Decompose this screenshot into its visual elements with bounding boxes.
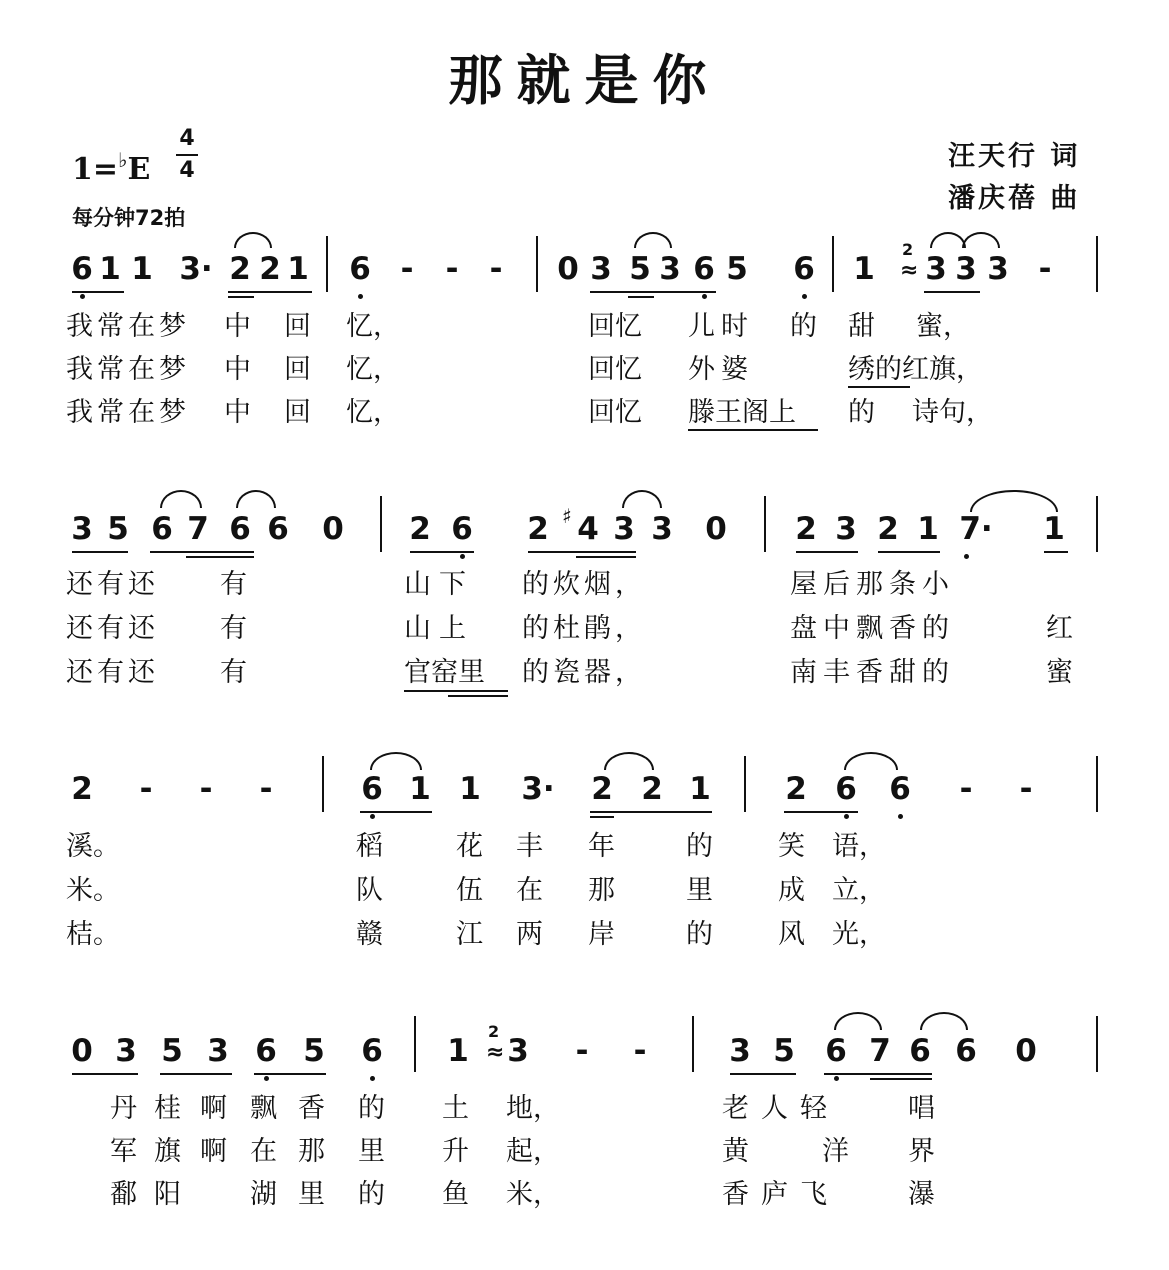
lyric: 忆，	[346, 311, 400, 342]
lyric: 米。	[66, 875, 120, 906]
lyric: 我常在梦	[66, 397, 190, 428]
lyric: 山下	[404, 569, 474, 600]
lyric: 我常在梦	[66, 354, 190, 385]
lyric: 洋	[822, 1136, 849, 1167]
dash: -	[959, 771, 973, 807]
note: 5	[629, 251, 651, 287]
lyric: 那	[588, 875, 615, 906]
note: 6	[361, 1033, 383, 1069]
lyric: 语，	[832, 831, 886, 862]
underline	[228, 291, 312, 293]
lyric: 中	[224, 354, 251, 385]
lyric: 在	[516, 875, 543, 906]
underline	[72, 291, 124, 293]
dash: -	[575, 1033, 589, 1069]
note: 2	[527, 511, 549, 547]
lyric: 中	[224, 397, 251, 428]
time-signature-top: 4	[179, 126, 195, 151]
lyric: 儿时	[688, 311, 754, 342]
low-octave-dot	[834, 1076, 839, 1081]
slur	[834, 1012, 882, 1030]
note: 0	[71, 1033, 93, 1069]
low-octave-dot	[370, 1076, 375, 1081]
lyric: 官窑里	[404, 657, 485, 688]
note: 1	[853, 251, 875, 287]
lyric: 有	[220, 613, 247, 644]
note: 0	[322, 511, 344, 547]
underline	[360, 811, 432, 813]
note: 2	[229, 251, 251, 287]
lyric: 盘中飘香的	[790, 613, 955, 644]
note: 6	[955, 1033, 977, 1069]
note: 3	[507, 1033, 529, 1069]
lyric: 丰	[516, 831, 543, 862]
note: 6	[693, 251, 715, 287]
barline	[414, 1016, 416, 1072]
low-octave-dot	[844, 814, 849, 819]
slur	[962, 232, 1000, 248]
key-signature	[72, 148, 150, 187]
dash: -	[1019, 771, 1033, 807]
lyric: 伍	[456, 875, 483, 906]
slur	[844, 752, 898, 770]
lyric: 稻	[356, 831, 383, 862]
lyric: 还有还	[66, 613, 159, 644]
note: 2	[259, 251, 281, 287]
note: 3·	[521, 771, 555, 807]
slur	[236, 490, 276, 508]
lyric: 湖	[250, 1179, 277, 1210]
note: 5	[303, 1033, 325, 1069]
lyricist-credit: 汪天行 词	[948, 141, 1081, 172]
note: 6	[889, 771, 911, 807]
note: 1	[1043, 511, 1065, 547]
note: 0	[705, 511, 727, 547]
dash: -	[199, 771, 213, 807]
lyric: 的	[790, 311, 817, 342]
lyric: 在	[250, 1136, 277, 1167]
note: 3	[71, 511, 93, 547]
underline	[254, 1073, 326, 1075]
lyric: 江	[456, 919, 483, 950]
barline	[744, 756, 746, 812]
lyric: 里	[686, 875, 713, 906]
dash: -	[259, 771, 273, 807]
low-octave-dot	[802, 294, 807, 299]
barline	[832, 236, 834, 292]
lyric: 成	[778, 875, 805, 906]
lyric: 立，	[832, 875, 886, 906]
lyric: 鄱	[110, 1179, 137, 1210]
underline	[784, 811, 858, 813]
barline	[536, 236, 538, 292]
underline	[404, 690, 508, 692]
lyric: 阳	[154, 1179, 181, 1210]
key-letter: E	[127, 152, 151, 187]
lyric: 鱼	[442, 1179, 469, 1210]
lyric: 还有还	[66, 657, 159, 688]
underline	[870, 1078, 932, 1080]
key-prefix: 1=	[72, 152, 119, 187]
low-octave-dot	[80, 294, 85, 299]
underline	[186, 556, 254, 558]
lyric: 外婆	[688, 354, 754, 385]
lyric: 界	[908, 1136, 935, 1167]
barline	[380, 496, 382, 552]
song-title: 那就是你	[448, 49, 721, 112]
underline	[72, 1073, 138, 1075]
lyric: 香	[298, 1093, 325, 1124]
barline	[764, 496, 766, 552]
lyric: 回	[284, 354, 311, 385]
lyric: 光，	[832, 919, 886, 950]
note: 2	[795, 511, 817, 547]
lyric: 回	[284, 397, 311, 428]
low-octave-dot	[964, 554, 969, 559]
lyric: 丹	[110, 1093, 137, 1124]
lyric: 笑	[778, 831, 805, 862]
note: 3	[925, 251, 947, 287]
note: 2	[409, 511, 431, 547]
dash: -	[489, 251, 503, 287]
lyric: 的杜鹃，	[522, 613, 646, 644]
note: 6	[71, 251, 93, 287]
note: 6	[825, 1033, 847, 1069]
lyric: 桔。	[66, 919, 120, 950]
dash: -	[400, 251, 414, 287]
lyric: 桂	[154, 1093, 181, 1124]
note: 1	[917, 511, 939, 547]
underline	[878, 551, 940, 553]
time-signature	[172, 126, 202, 184]
flat-sign: ♭	[118, 148, 128, 172]
slur	[920, 1012, 968, 1030]
barline	[1096, 496, 1098, 552]
underline	[924, 291, 980, 293]
lyric: 军	[110, 1136, 137, 1167]
note: 2	[785, 771, 807, 807]
lyric: 的	[358, 1179, 385, 1210]
underline	[72, 551, 128, 553]
note: 3	[987, 251, 1009, 287]
lyric: 的	[686, 919, 713, 950]
grace-note: 2	[902, 240, 914, 259]
lyric: 回忆	[588, 311, 642, 342]
barline	[1096, 1016, 1098, 1072]
lyric: 有	[220, 657, 247, 688]
slur	[604, 752, 654, 770]
low-octave-dot	[358, 294, 363, 299]
lyric: 唱	[908, 1093, 935, 1124]
note: 1	[459, 771, 481, 807]
note: 2	[641, 771, 663, 807]
note: 2	[591, 771, 613, 807]
note: 0	[557, 251, 579, 287]
note: 4	[577, 511, 599, 547]
barline	[322, 756, 324, 812]
note: 1	[447, 1033, 469, 1069]
slur	[622, 490, 662, 508]
note: 1	[99, 251, 121, 287]
lyric: 蜜	[1046, 657, 1073, 688]
note: 0	[1015, 1033, 1037, 1069]
lyric: 队	[356, 875, 383, 906]
lyric: 啊	[200, 1136, 227, 1167]
lyric: 忆，	[346, 354, 400, 385]
lyric: 屋后那条小	[790, 569, 955, 600]
underline	[576, 556, 636, 558]
low-octave-dot	[460, 554, 465, 559]
lyric: 溪。	[66, 831, 120, 862]
note: 2	[877, 511, 899, 547]
note: 6	[229, 511, 251, 547]
note: 3	[651, 511, 673, 547]
lyric: 里	[358, 1136, 385, 1167]
dash: -	[1038, 251, 1052, 287]
lyric: 的	[686, 831, 713, 862]
slur	[160, 490, 202, 508]
note: 3	[590, 251, 612, 287]
lyric: 南丰香甜的	[790, 657, 955, 688]
slur	[370, 752, 422, 770]
note: 6	[151, 511, 173, 547]
dash: -	[633, 1033, 647, 1069]
note: 3	[955, 251, 977, 287]
lyric: 有	[220, 569, 247, 600]
underline	[590, 816, 614, 818]
underline	[1044, 551, 1068, 553]
note: 3	[835, 511, 857, 547]
slur	[634, 232, 672, 248]
slur	[234, 232, 272, 248]
lyric: 红	[1046, 613, 1073, 644]
lyric: 回	[284, 311, 311, 342]
lyric: 岸	[588, 919, 615, 950]
underline	[228, 296, 254, 298]
note: 3·	[179, 251, 213, 287]
note: 5	[161, 1033, 183, 1069]
underline	[150, 551, 254, 553]
note: 6	[835, 771, 857, 807]
lyric: 赣	[356, 919, 383, 950]
lyric: 诗句，	[912, 397, 993, 428]
lyric: 风	[778, 919, 805, 950]
underline	[796, 551, 858, 553]
lyric: 升	[442, 1136, 469, 1167]
underline	[528, 551, 636, 553]
lyric: 甜	[848, 311, 875, 342]
note: 3	[659, 251, 681, 287]
note: 6	[793, 251, 815, 287]
barline	[326, 236, 328, 292]
lyric: 绣的红旗，	[848, 354, 983, 385]
lyric: 我常在梦	[66, 311, 190, 342]
note: 3	[207, 1033, 229, 1069]
lyric: 旗	[154, 1136, 181, 1167]
composer-credit: 潘庆蓓 曲	[948, 183, 1081, 214]
lyric: 年	[588, 831, 615, 862]
lyric: 花	[456, 831, 483, 862]
sharp-icon: ♯	[562, 504, 572, 528]
underline	[448, 695, 508, 697]
lyric: 老人轻	[722, 1093, 839, 1124]
time-signature-bottom: 4	[179, 158, 195, 183]
note: 5	[773, 1033, 795, 1069]
note: 1	[689, 771, 711, 807]
lyric: 黄	[722, 1136, 749, 1167]
lyric: 米，	[506, 1179, 560, 1210]
low-octave-dot	[264, 1076, 269, 1081]
underline	[160, 1073, 232, 1075]
underline	[410, 551, 474, 553]
lyric: 还有还	[66, 569, 159, 600]
note: 6	[267, 511, 289, 547]
grace-note: 2	[488, 1022, 500, 1041]
dash: -	[139, 771, 153, 807]
lyric: 的瓷器，	[522, 657, 646, 688]
lyric: 啊	[200, 1093, 227, 1124]
lyric: 滕王阁上	[688, 397, 796, 428]
note: 7	[187, 511, 209, 547]
underline	[688, 429, 818, 431]
lyric: 忆，	[346, 397, 400, 428]
lyric: 地，	[506, 1093, 560, 1124]
lyric: 蜜，	[916, 311, 970, 342]
mordent-icon: ≈	[486, 1040, 505, 1065]
lyric: 的	[848, 397, 875, 428]
note: 3	[115, 1033, 137, 1069]
note: 6	[909, 1033, 931, 1069]
lyric: 瀑	[908, 1179, 935, 1210]
slur	[970, 490, 1058, 512]
note: 5	[726, 251, 748, 287]
note: 1	[409, 771, 431, 807]
lyric: 里	[298, 1179, 325, 1210]
note: 5	[107, 511, 129, 547]
note: 1	[131, 251, 153, 287]
note: 2	[71, 771, 93, 807]
low-octave-dot	[898, 814, 903, 819]
lyric: 回忆	[588, 397, 642, 428]
time-signature-divider	[176, 154, 198, 156]
note: 7	[869, 1033, 891, 1069]
note: 3	[613, 511, 635, 547]
barline	[1096, 236, 1098, 292]
lyric: 回忆	[588, 354, 642, 385]
lyric: 那	[298, 1136, 325, 1167]
dash: -	[445, 251, 459, 287]
underline	[824, 1073, 932, 1075]
lyric: 中	[224, 311, 251, 342]
underline	[848, 386, 910, 388]
lyric: 香庐飞	[722, 1179, 839, 1210]
mordent-icon: ≈	[900, 258, 919, 283]
note: 1	[287, 251, 309, 287]
low-octave-dot	[370, 814, 375, 819]
underline	[590, 291, 716, 293]
underline	[730, 1073, 796, 1075]
note: 6	[451, 511, 473, 547]
note: 6	[361, 771, 383, 807]
note: 3	[729, 1033, 751, 1069]
lyric: 起，	[506, 1136, 560, 1167]
note: 6	[255, 1033, 277, 1069]
note: 7·	[959, 511, 993, 547]
lyric: 的炊烟，	[522, 569, 646, 600]
underline	[590, 811, 712, 813]
underline	[628, 296, 654, 298]
lyric: 土	[442, 1093, 469, 1124]
note: 6	[349, 251, 371, 287]
slur	[930, 232, 966, 248]
low-octave-dot	[702, 294, 707, 299]
lyric: 飘	[250, 1093, 277, 1124]
tempo-marking: 每分钟72拍	[72, 206, 186, 230]
barline	[692, 1016, 694, 1072]
lyric: 山上	[404, 613, 474, 644]
barline	[1096, 756, 1098, 812]
lyric: 两	[516, 919, 543, 950]
lyric: 的	[358, 1093, 385, 1124]
